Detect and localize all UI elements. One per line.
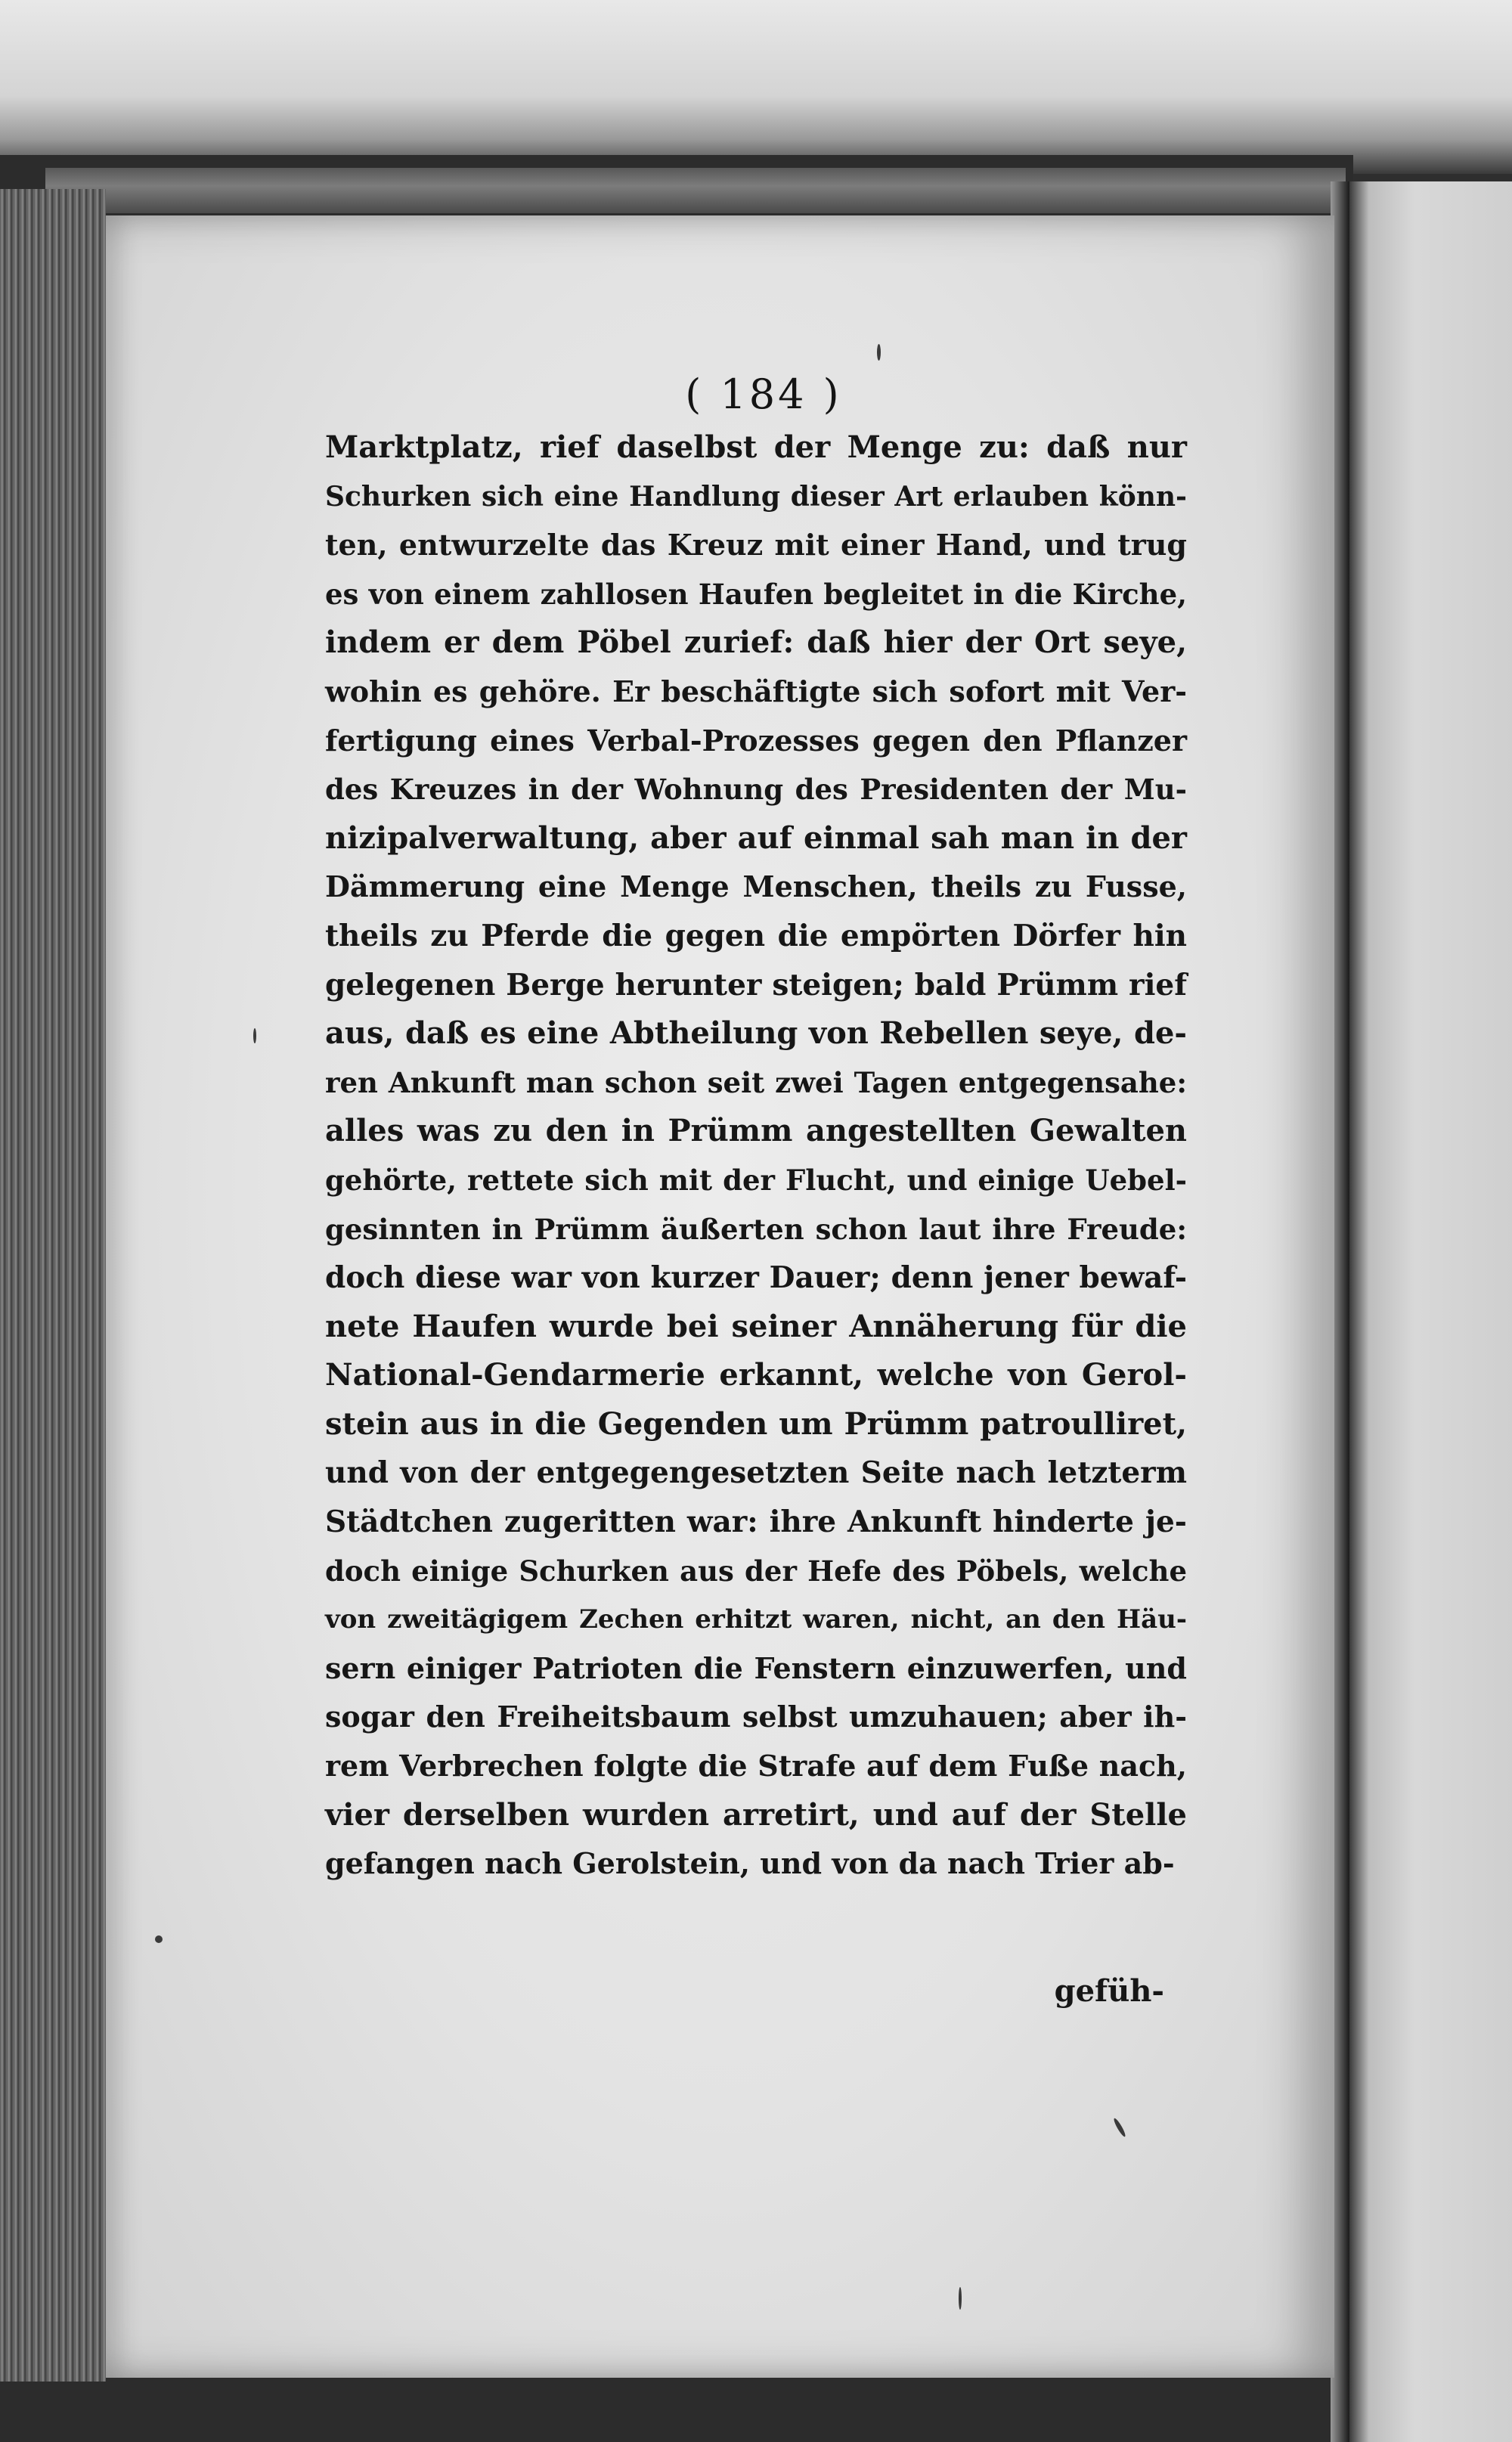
text-line: gesinnten in Prümm äußerten schon laut ihre Freude: <box>325 1212 1187 1246</box>
text-line: fertigung eines Verbal-Prozesses gegen den Pflanzer <box>325 723 1187 758</box>
page-number: ( 184 ) <box>685 370 842 418</box>
ink-speck <box>253 1028 256 1043</box>
ink-speck <box>155 1935 163 1943</box>
text-line: Schurken sich eine Handlung dieser Art erlauben könn- <box>325 480 1187 513</box>
text-line: theils zu Pferde die gegen die empörten Dörfer hin <box>325 918 1187 953</box>
text-line: doch einige Schurken aus der Hefe des Pöbels, welche <box>325 1554 1187 1588</box>
text-line: wohin es gehöre. Er beschäftigte sich sofort mit Ver- <box>325 674 1187 708</box>
text-line: nizipalverwaltung, aber auf einmal sah man in der <box>325 820 1187 856</box>
text-line: gehörte, rettete sich mit der Flucht, und einige Uebel- <box>325 1163 1187 1197</box>
text-line: alles was zu den in Prümm angestellten Gewalten <box>325 1113 1187 1149</box>
text-line: nete Haufen wurde bei seiner Annäherung für die <box>325 1308 1187 1344</box>
text-line: indem er dem Pöbel zurief: daß hier der Ort seye, <box>325 624 1187 661</box>
page-block-side-edges <box>0 189 106 2382</box>
page-block-top-edge <box>45 168 1346 213</box>
ink-speck <box>877 344 881 361</box>
text-line: aus, daß es eine Abtheilung von Rebellen seye, de- <box>325 1015 1187 1052</box>
text-line: sogar den Freiheitsbaum selbst umzuhauen; aber ih- <box>325 1700 1187 1734</box>
text-line: vier derselben wurden arretirt, und auf der Stelle <box>325 1796 1187 1833</box>
text-line: doch diese war von kurzer Dauer; denn jener bewaf- <box>325 1260 1187 1296</box>
text-line: Dämmerung eine Menge Menschen, theils zu Fusse, <box>325 869 1187 904</box>
text-line: gefangen nach Gerolstein, und von da nach Trier ab- <box>325 1846 1175 1881</box>
text-line: Städtchen zugeritten war: ihre Ankunft hinderte je- <box>325 1505 1187 1540</box>
text-line: National-Gendarmerie erkannt, welche von Gerol- <box>325 1357 1187 1393</box>
text-line: und von der entgegengesetzten Seite nach letzterm <box>325 1455 1187 1491</box>
text-line: stein aus in die Gegenden um Prümm patroulliret, <box>325 1405 1187 1442</box>
page-body-text <box>325 423 1187 1889</box>
text-line: des Kreuzes in der Wohnung des Presidenten der Mu- <box>325 773 1187 807</box>
text-line: sern einiger Patrioten die Fenstern einzuwerfen, und <box>325 1650 1187 1685</box>
facing-page <box>1349 181 1512 2442</box>
catchword: gefüh- <box>1054 1973 1164 2009</box>
text-line: gelegenen Berge herunter steigen; bald Prümm rief <box>325 967 1187 1003</box>
text-line: rem Verbrechen folgte die Strafe auf dem Fuße nach, <box>325 1749 1187 1783</box>
ink-speck <box>959 2287 962 2310</box>
text-line: ten, entwurzelte das Kreuz mit einer Hand, und trug <box>325 528 1187 562</box>
text-line: Marktplatz, rief daselbst der Menge zu: daß nur <box>325 429 1187 465</box>
text-line: von zweitägigem Zechen erhitzt waren, nicht, an den Häu- <box>325 1604 1187 1635</box>
backdrop <box>0 0 1512 174</box>
text-line: es von einem zahllosen Haufen begleitet in die Kirche, <box>325 577 1187 611</box>
text-line: ren Ankunft man schon seit zwei Tagen entgegensahe: <box>325 1065 1187 1099</box>
